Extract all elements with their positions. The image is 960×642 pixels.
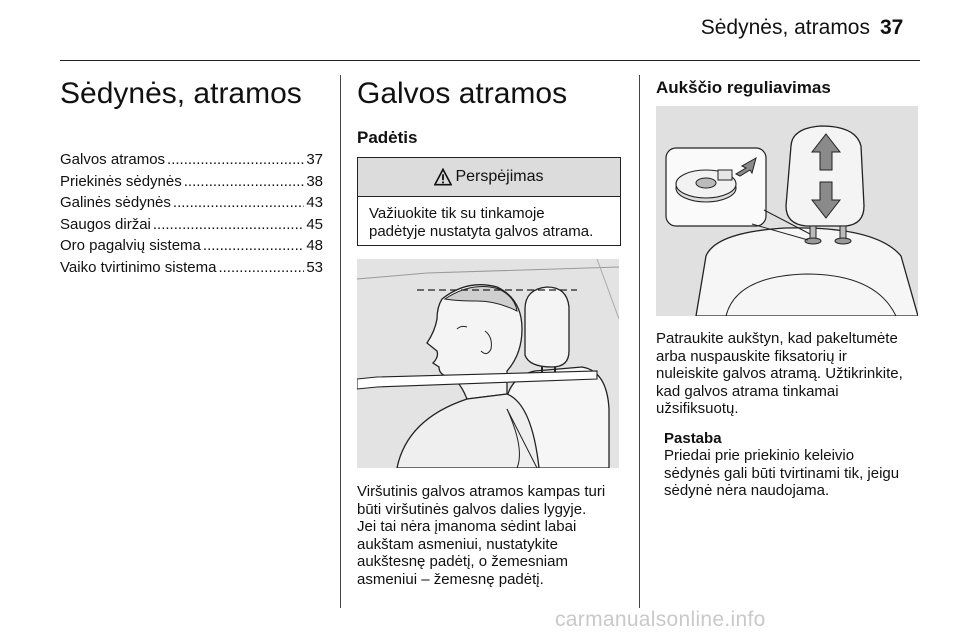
toc-leader — [184, 171, 305, 193]
watermark: carmanualsonline.info — [555, 608, 766, 631]
toc-page: 37 — [306, 151, 323, 168]
note-title: Pastaba — [664, 430, 722, 447]
warning-title: Perspėjimas — [455, 168, 544, 185]
warning-header — [358, 158, 620, 197]
height-adjustment-illustration — [656, 106, 918, 316]
text-line: sėdynė nėra naudojama. — [664, 482, 830, 500]
section-title: Sėdynės, atramos — [60, 77, 302, 110]
toc-page: 53 — [306, 258, 323, 276]
toc-entry[interactable] — [60, 192, 323, 214]
toc-label: Saugos diržai — [60, 215, 151, 233]
toc-label: Priekinės sėdynės — [60, 172, 182, 190]
toc-page: 38 — [306, 172, 323, 190]
text-line: asmeniui – žemesnę padėtį. — [357, 570, 544, 588]
toc-leader — [203, 235, 304, 257]
text-line: Priedai prie priekinio keleivio — [664, 447, 855, 464]
toc-label: Galinės sėdynės — [60, 194, 171, 211]
table-of-contents — [60, 149, 323, 278]
text-line: Patraukite aukštyn, kad pakeltumėte — [656, 330, 898, 347]
toc-entry[interactable] — [60, 171, 323, 193]
toc-entry[interactable] — [60, 235, 323, 257]
text-line: Viršutinis galvos atramos kampas turi — [357, 483, 606, 500]
header-rule — [60, 60, 920, 61]
toc-leader — [167, 149, 304, 171]
text-line: kad galvos atrama tinkamai — [656, 382, 839, 400]
warning-text — [358, 197, 620, 241]
warning-line: padėtyje nustatyta galvos atrama. — [369, 223, 594, 240]
toc-entry[interactable] — [60, 214, 323, 236]
height-adjustment-title: Aukščio reguliavimas — [656, 78, 831, 97]
text-line: nuleiskite galvos atramą. Užtikrinkite, — [656, 365, 903, 383]
toc-label: Oro pagalvių sistema — [60, 237, 201, 254]
column-divider-2 — [639, 75, 640, 608]
position-subtitle: Padėtis — [357, 128, 418, 147]
toc-page: 48 — [306, 237, 323, 254]
text-line: arba nuspauskite fiksatorių ir — [656, 347, 847, 365]
text-line: būti viršutinės galvos dalies lygyje. — [357, 500, 587, 518]
text-line: aukštam asmeniui, nustatykite — [357, 535, 558, 553]
toc-entry[interactable] — [60, 257, 323, 279]
toc-label: Vaiko tvirtinimo sistema — [60, 258, 217, 276]
position-description — [357, 483, 632, 589]
warning-box — [357, 157, 621, 246]
toc-page: 43 — [306, 194, 323, 211]
note-text — [664, 447, 919, 500]
toc-page: 45 — [306, 215, 323, 233]
toc-entry[interactable] — [60, 149, 323, 171]
head-restraint-position-illustration — [357, 259, 619, 468]
toc-leader — [218, 257, 304, 279]
head-restraints-title: Galvos atramos — [357, 77, 568, 110]
column-divider-1 — [340, 75, 341, 608]
toc-leader — [173, 192, 304, 214]
page-number: 37 — [880, 16, 904, 39]
toc-leader — [153, 214, 304, 236]
text-line: Jei tai nėra įmanoma sėdint labai — [357, 518, 577, 536]
text-line: aukštesnę padėtį, o žemesniam — [357, 553, 568, 571]
text-line: užsifiksuotų. — [656, 400, 739, 418]
height-adjustment-description — [656, 330, 926, 418]
text-line: sėdynės gali būti tvirtinami tik, jeigu — [664, 464, 900, 482]
running-header-title: Sėdynės, atramos — [700, 16, 870, 39]
toc-label: Galvos atramos — [60, 151, 166, 168]
warning-line: Važiuokite tik su tinkamoje — [369, 205, 545, 222]
warning-triangle-icon — [434, 168, 452, 186]
